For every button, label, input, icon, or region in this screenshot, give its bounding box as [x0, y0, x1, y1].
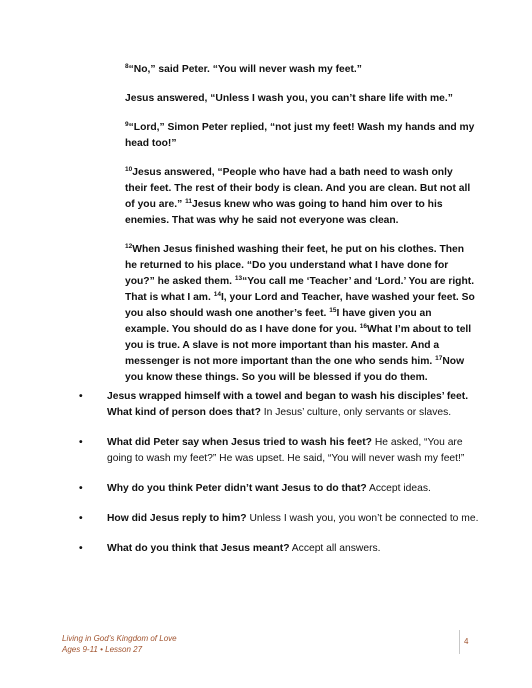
question-item [79, 541, 479, 557]
verse-text: “Lord,” Simon Peter replied, “not just my feet! Wash my hands and my head too!” [125, 122, 475, 149]
bullet-icon: • [79, 483, 83, 494]
scripture-paragraph [125, 62, 475, 78]
answer-text: He asked, “You are going to wash my feet?” He was upset. He said, “You will never wash my feet!” [107, 437, 465, 464]
question-item [79, 389, 479, 421]
scripture-passage [125, 62, 475, 399]
footer-subtitle: Ages 9-11 • Lesson 27 [62, 645, 143, 654]
question-text: Why do you think Peter didn’t want Jesus to do that? [107, 483, 367, 494]
question-item [79, 481, 479, 497]
verse-number: 11 [185, 198, 192, 205]
answer-text: In Jesus’ culture, only servants or slaves. [263, 407, 452, 418]
question-item [79, 435, 479, 467]
verse-text: Now you know these things. So you will be blessed if you do them. [125, 356, 465, 383]
scripture-paragraph [125, 242, 475, 386]
scripture-paragraph [125, 91, 475, 107]
verse-number: 13 [234, 275, 243, 282]
question-item [79, 511, 479, 527]
verse-number: 17 [435, 355, 443, 362]
verse-number: 12 [125, 243, 133, 250]
verse-text: “You call me ‘Teacher’ and ‘Lord.’ You are right. That is what I am. [125, 276, 475, 303]
verse-text: Jesus answered, “People who have had a bath need to wash only their feet. The rest of their body is clean. And you are clean. But not all of you are.” [125, 167, 471, 210]
answer-text: Accept all answers. [291, 543, 381, 554]
answer-text: Unless I wash you, you won’t be connected to me. [249, 513, 479, 524]
bullet-icon: • [79, 437, 83, 448]
verse-number: 10 [125, 166, 133, 173]
page-footer [62, 633, 177, 655]
answer-text: Accept ideas. [369, 483, 431, 494]
footer-divider [459, 630, 460, 654]
verse-number: 14 [213, 291, 221, 298]
verse-text: What I’m about to tell you is true. A slave is not more important than his master. And a messenger is not more important than the one who sends him. [125, 324, 472, 367]
verse-number: 8 [125, 63, 129, 70]
bullet-icon: • [79, 543, 83, 554]
question-text: What did Peter say when Jesus tried to wash his feet? [107, 437, 372, 448]
scripture-paragraph [125, 165, 475, 229]
verse-text: When Jesus finished washing their feet, he put on his clothes. Then he returned to his place. “Do you understand what I have done for you?” he asked them. [125, 244, 465, 287]
verse-number: 9 [125, 121, 129, 128]
verse-text: “No,” said Peter. “You will never wash my feet.” [128, 64, 362, 75]
footer-title: Living in God’s Kingdom of Love [62, 634, 177, 643]
bullet-icon: • [79, 391, 83, 402]
verse-text: Jesus knew who was going to hand him over to his enemies. That was why he said not everyone was clean. [125, 199, 443, 226]
question-text: How did Jesus reply to him? [107, 513, 247, 524]
discussion-questions [79, 389, 479, 571]
scripture-paragraph [125, 120, 475, 152]
page-number: 4 [464, 637, 469, 646]
question-text: What do you think that Jesus meant? [107, 543, 290, 554]
bullet-icon: • [79, 513, 83, 524]
question-text: Jesus wrapped himself with a towel and began to wash his disciples’ feet. What kind of person does that? [107, 391, 469, 418]
verse-text: Jesus answered, “Unless I wash you, you can’t share life with me.” [125, 93, 453, 104]
verse-number: 15 [329, 307, 337, 314]
verse-text: I have given you an example. You should do as I have done for you. [125, 308, 432, 335]
verse-number: 16 [359, 323, 368, 330]
verse-text: I, your Lord and Teacher, have washed your feet. So you also should wash one another’s feet. [125, 292, 475, 319]
